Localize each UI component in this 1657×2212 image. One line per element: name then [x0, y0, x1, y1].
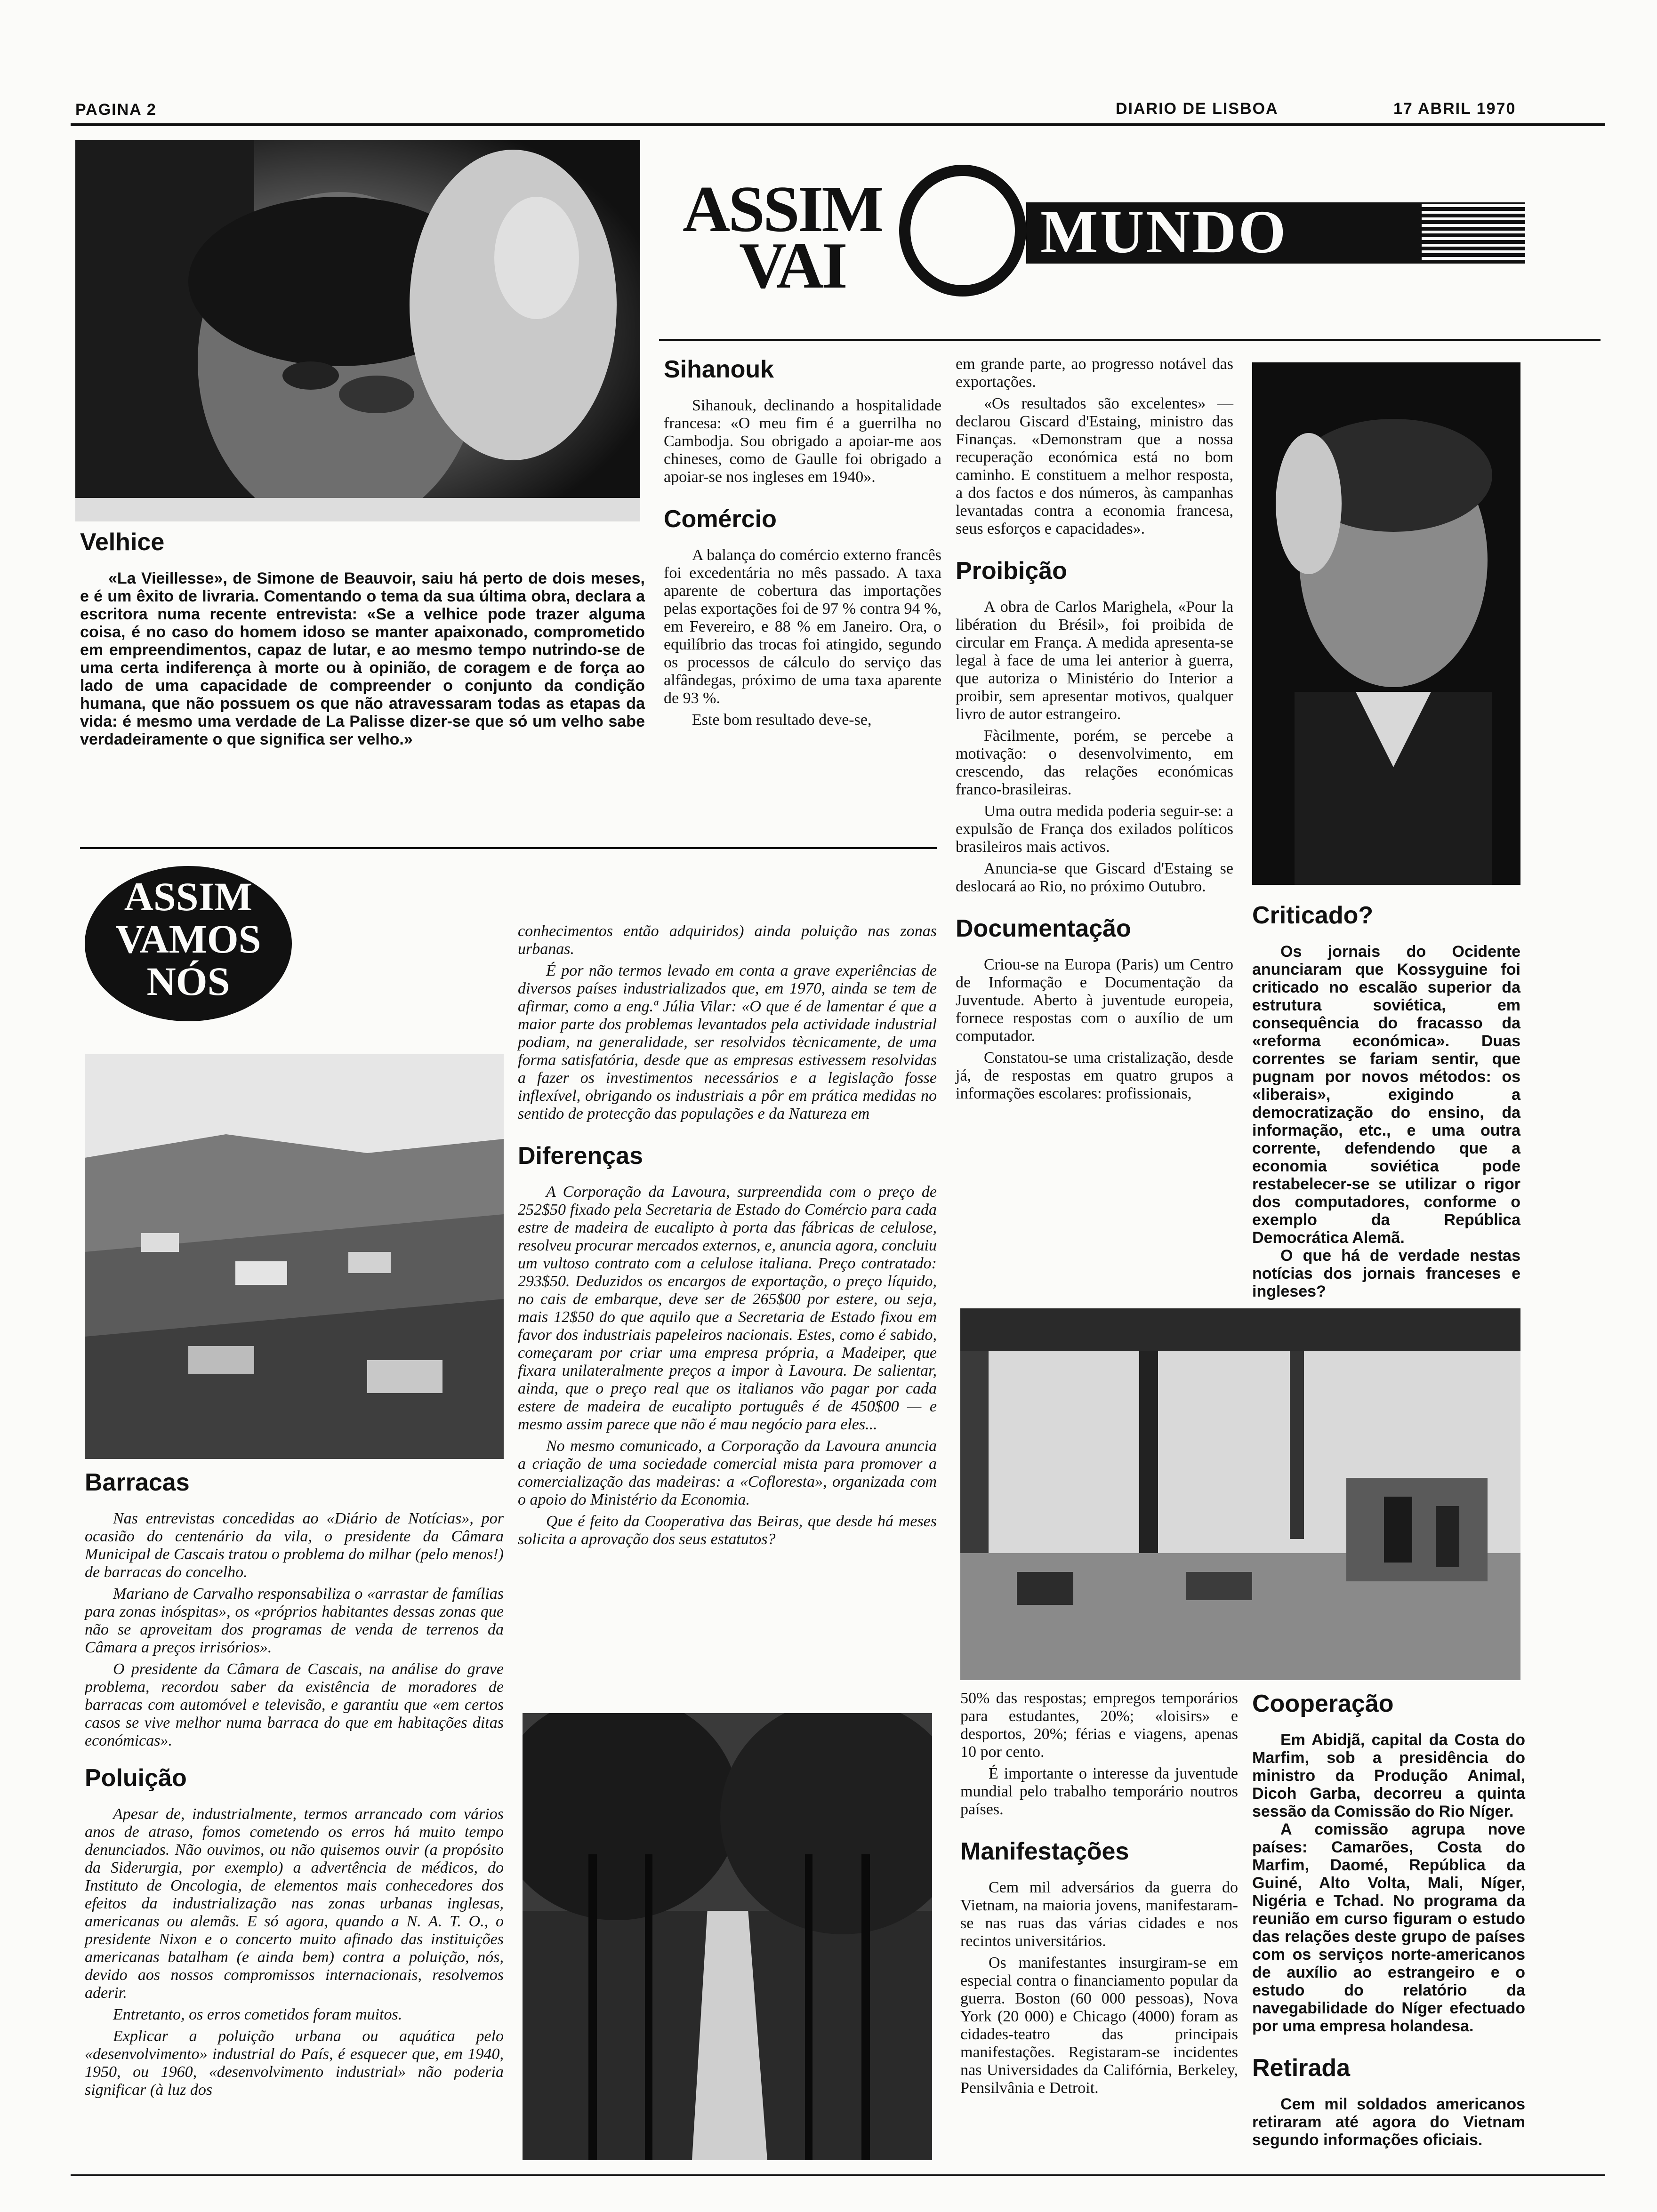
badge-line1: ASSIM: [124, 874, 253, 919]
diferencas-text: A Corporação da Lavoura, surpreendida com o preço de 252$50 fixado pela Secretaria de Estado do Comércio para cada estre de madeira de eucalipto à porta das fábricas de celulose, resolveu procurar mercados externos, e, anuncia agora, concluiu um vultoso contrato com a celulose italiana. Preço contratado: 293$50. Deduzidos os encargos de exportação, o preço líquido, no cais de embarque, deve ser de 265$00 por estere, ou seja, mais 12$50 do que aquilo que a Secretaria de Estado fixou em favor dos industriais papeleiros nacionais. Estes, como é sabido, começaram por criar uma empresa própria, a Madeiper, que fixara unilateralmente preços a impor à Lavoura. De salientar, ainda, que o preço real que os italianos vão pagar por cada estere de madeira de eucalipto português é de 450$00 — e mesmo assim parece que não é mau negócio para eles... No mesmo comunicado, a Corporação da Lavoura anuncia a criação de uma sociedade comercial mista para promover a comercialização das madeiras: a «Cofloresta», organizada com o apoio do Ministério da Economia. Que é feito da Cooperativa das Beiras, que desde há meses solicita a aprovação dos seus estatutos?: [518, 1183, 937, 1548]
retirada-title: Retirada: [1252, 2054, 1351, 2082]
masthead-vai: VAI: [739, 229, 846, 302]
cooperacao-text: Em Abidjã, capital da Costa do Marfim, sob a presidência do ministro da Produção Animal, Dicoh Garba, decorreu a quinta sessão da Comissão do Rio Níger. A comissão agrupa nove países: Camarões, Costa do Marfim, Daomé, República da Guiné, Alto Volta, Mali, Níger, Nigéria e Tchad. No programa da reunião em curso figuram o estudo das relações deste grupo de países com os serviços norte-americanos de auxílio ao estrangeiro e o estudo do relatório da navegabilidade do Níger efectuado por uma empresa holandesa.: [1252, 1731, 1525, 2035]
manifestacoes-text: Cem mil adversários da guerra do Vietnam, na maioria jovens, manifestaram-se nas ruas das várias cidades e nos recintos universitários. Os manifestantes insurgiram-se em especial contra o financiamento popular da guerra. Boston (60 000 pessoas), Nova York (20 000) e Chicago (4000) foram as cidades-teatro das principais manifestações. Registaram-se incidentes nas Universidades da Califórnia, Berkeley, Pensilvânia e Detroit.: [960, 1879, 1238, 2097]
comercio-text: A balança do comércio externo francês foi excedentária no mês passado. A taxa aparente de cobertura das importações pelas exportações foi de 97 % contra 94 %, em Fevereiro, e 88 % em Janeiro. Ora, o equilíbrio das trocas foi atingido, segundo os processos de cálculo do serviço das alfândegas, próximo de uma taxa aparente de 93 %. Este bom resultado deve-se,: [664, 546, 941, 729]
poluicao-title: Poluição: [85, 1764, 187, 1792]
masthead-o-circle: [899, 165, 1026, 297]
poluicao-text: Apesar de, industrialmente, termos arrancado com vários anos de atraso, fomos cometendo os erros há muito tempo denunciados. Não ouvimos, ou não quisemos ouvir (a propósito da Siderurgia, por exemplo) a advertência de médicos, do Instituto de Oncologia, de elementos mais conhecedores dos efeitos da industrialização nas zonas urbanas inglesas, americanas ou alemãs. E só agora, quando a N. A. T. O., o presidente Nixon e o concerto muito afinado das instituições americanas batalham (e ainda bem) contra a poluição, nós, devido aos nossos compromissos internacionais, resolvemos aderir. Entretanto, os erros cometidos foram muitos. Explicar a poluição urbana ou aquática pelo «desenvolvimento» industrial do País, é esquecer que, em 1940, 1950, ou 1960, «desenvolvimento industrial» não poderia significar (à luz dos: [85, 1805, 504, 2099]
criticado-title: Criticado?: [1252, 902, 1374, 929]
proibicao-title: Proibição: [956, 557, 1067, 585]
masthead-rule: [659, 339, 1601, 341]
barracas-photo: [85, 1054, 504, 1459]
cooperacao-title: Cooperação: [1252, 1690, 1394, 1717]
office-photo: [960, 1308, 1520, 1680]
comercio-title: Comércio: [664, 505, 777, 533]
section-rule: [80, 847, 937, 849]
documentacao-text: Criou-se na Europa (Paris) um Centro de Informação e Documentação da Juventude. Aberto à juventude europeia, fornece respostas com o auxílio de um computador. Constatou-se uma cristalização, desde já, de respostas em quatro grupos a informações escolares: profissionais,: [956, 956, 1233, 1102]
masthead-stripes: [1422, 202, 1525, 264]
manifestacoes-title: Manifestações: [960, 1838, 1129, 1865]
poluicao-continued: conhecimentos então adquiridos) ainda poluição nas zonas urbanas. É por não termos levado em conta a grave experiências de diversos países industrializados que, em 1970, ainda se tem de afirmar, como a eng.ª Júlia Vilar: «O que é de lamentar é que a maior parte dos problemas levantados pela actividade industrial podiam, na generalidade, ser resolvidos tècnicamente, de uma forma satisfatória, desde que as empresas estivessem resolvidas a fazer os investimentos necessários e a legislação fosse inflexível, obrigando os industriais a pôr em prática medidas no sentido de protecção das populações e da Natureza em: [518, 922, 937, 1122]
sihanouk-text: Sihanouk, declinando a hospitalidade francesa: «O meu fim é a guerrilha no Cambodja. Sou obrigado a apoiar-me aos chineses, como de Gaulle foi obrigado a apoiar-se nos ingleses em 1940».: [664, 397, 941, 486]
diferencas-title: Diferenças: [518, 1142, 643, 1170]
avenue-photo: [523, 1713, 932, 2160]
issue-date: 17 ABRIL 1970: [1393, 100, 1516, 118]
velhice-photo: [75, 140, 640, 521]
criticado-photo: [1252, 362, 1520, 885]
barracas-title: Barracas: [85, 1469, 190, 1496]
masthead-assim: ASSIM: [683, 173, 882, 246]
retirada-text: Cem mil soldados americanos retiraram até agora do Vietnam segundo informações oficiais.: [1252, 2095, 1525, 2149]
documentacao-title: Documentação: [956, 915, 1131, 942]
badge-line3: NÓS: [146, 959, 230, 1004]
proibicao-text: A obra de Carlos Marighela, «Pour la libération du Brésil», foi proibida de circular em França. A medida apresenta-se legal à face de uma lei anterior à guerra, que autoriza o Ministério do Interior a proibir, sem apresentar motivos, qualquer livro de autor estrangeiro. Fàcilmente, porém, se percebe a motivação: o desenvolvimento, em crescendo, das relações económicas franco-brasileiras. Uma outra medida poderia seguir-se: a expulsão de França dos exilados políticos brasileiros mais activos. Anuncia-se que Giscard d'Estaing se deslocará ao Rio, no próximo Outubro.: [956, 598, 1233, 895]
footer-rule: [71, 2174, 1605, 2176]
page-number: PAGINA 2: [75, 101, 157, 119]
header-rule: [71, 123, 1605, 126]
assim-vamos-nos-badge: [85, 866, 292, 1021]
criticado-text: Os jornais do Ocidente anunciaram que Kossyguine foi criticado no escalão superior da estrutura soviética, em consequência do fracasso da «reforma económica». Duas correntes se fariam sentir, que pugnam por novos métodos: os «liberais», exigindo a democratização do ensino, da informação, etc., e uma outra corrente, defendendo que a economia soviética pode restabelecer-se se utilizar o rigor dos computadores, conforme o exemplo da República Democrática Alemã. O que há de verdade nestas notícias dos jornais franceses e ingleses?: [1252, 943, 1520, 1300]
masthead-mundo: MUNDO: [1040, 198, 1288, 266]
velhice-text: «La Vieillesse», de Simone de Beauvoir, saiu há perto de dois meses, e é um êxito de livraria. Comentando o tema da sua última obra, declara a escritora numa recente entrevista: «Se a velhice pode trazer alguma coisa, é no caso do homem idoso se manter apaixonado, comprometido em empreendimentos, capaz de lutar, e ao mesmo tempo nutrindo-se de uma certa indiferença à morte ou à opinião, de coragem e de força ao lado de uma capacidade de compreender o conjunto da condição humana, que não possuem os que não atravessaram todas as etapas da vida: é mesmo uma verdade de La Palisse dizer-se que só um velho sabe verdadeiramente o que significa ser velho.»: [80, 569, 645, 748]
barracas-text: Nas entrevistas concedidas ao «Diário de Notícias», por ocasião do centenário da vila, o presidente da Câmara Municipal de Cascais tratou o problema do milhar (pelo menos!) de barracas do concelho. Mariano de Carvalho responsabiliza o «arrastar de famílias para zonas inóspitas», os «próprios habitantes dessas zonas que não se aproveitam dos programas de venda de terrenos da Câmara a preços irrisórios». O presidente da Câmara de Cascais, na análise do grave problema, recordou saber da existência de moradores de barracas com automóvel e televisão, e garantiu que «em certos casos se vive melhor numa barraca do que em habitações ditas económicas».: [85, 1510, 504, 1749]
masthead: [668, 165, 1525, 301]
sihanouk-title: Sihanouk: [664, 356, 774, 383]
comercio-continued: em grande parte, ao progresso notável das exportações. «Os resultados são excelentes» — declarou Giscard d'Estaing, ministro das Finanças. «Demonstram que a nossa recuperação económica está no bom caminho. E constituem a melhor resposta, a dos factos e dos números, às campanhas levantadas contra a economia francesa, seus esforços e capacidades».: [956, 355, 1233, 537]
badge-line2: VAMOS: [115, 916, 261, 962]
velhice-title: Velhice: [80, 529, 165, 556]
documentacao-continued: 50% das respostas; empregos temporários para estudantes, 20%; «loisirs» e desportos, 20%; férias e viagens, apenas 10 por cento. É importante o interesse da juventude mundial pelo trabalho temporário noutros países.: [960, 1690, 1238, 1818]
newspaper-name: DIARIO DE LISBOA: [1116, 100, 1279, 118]
